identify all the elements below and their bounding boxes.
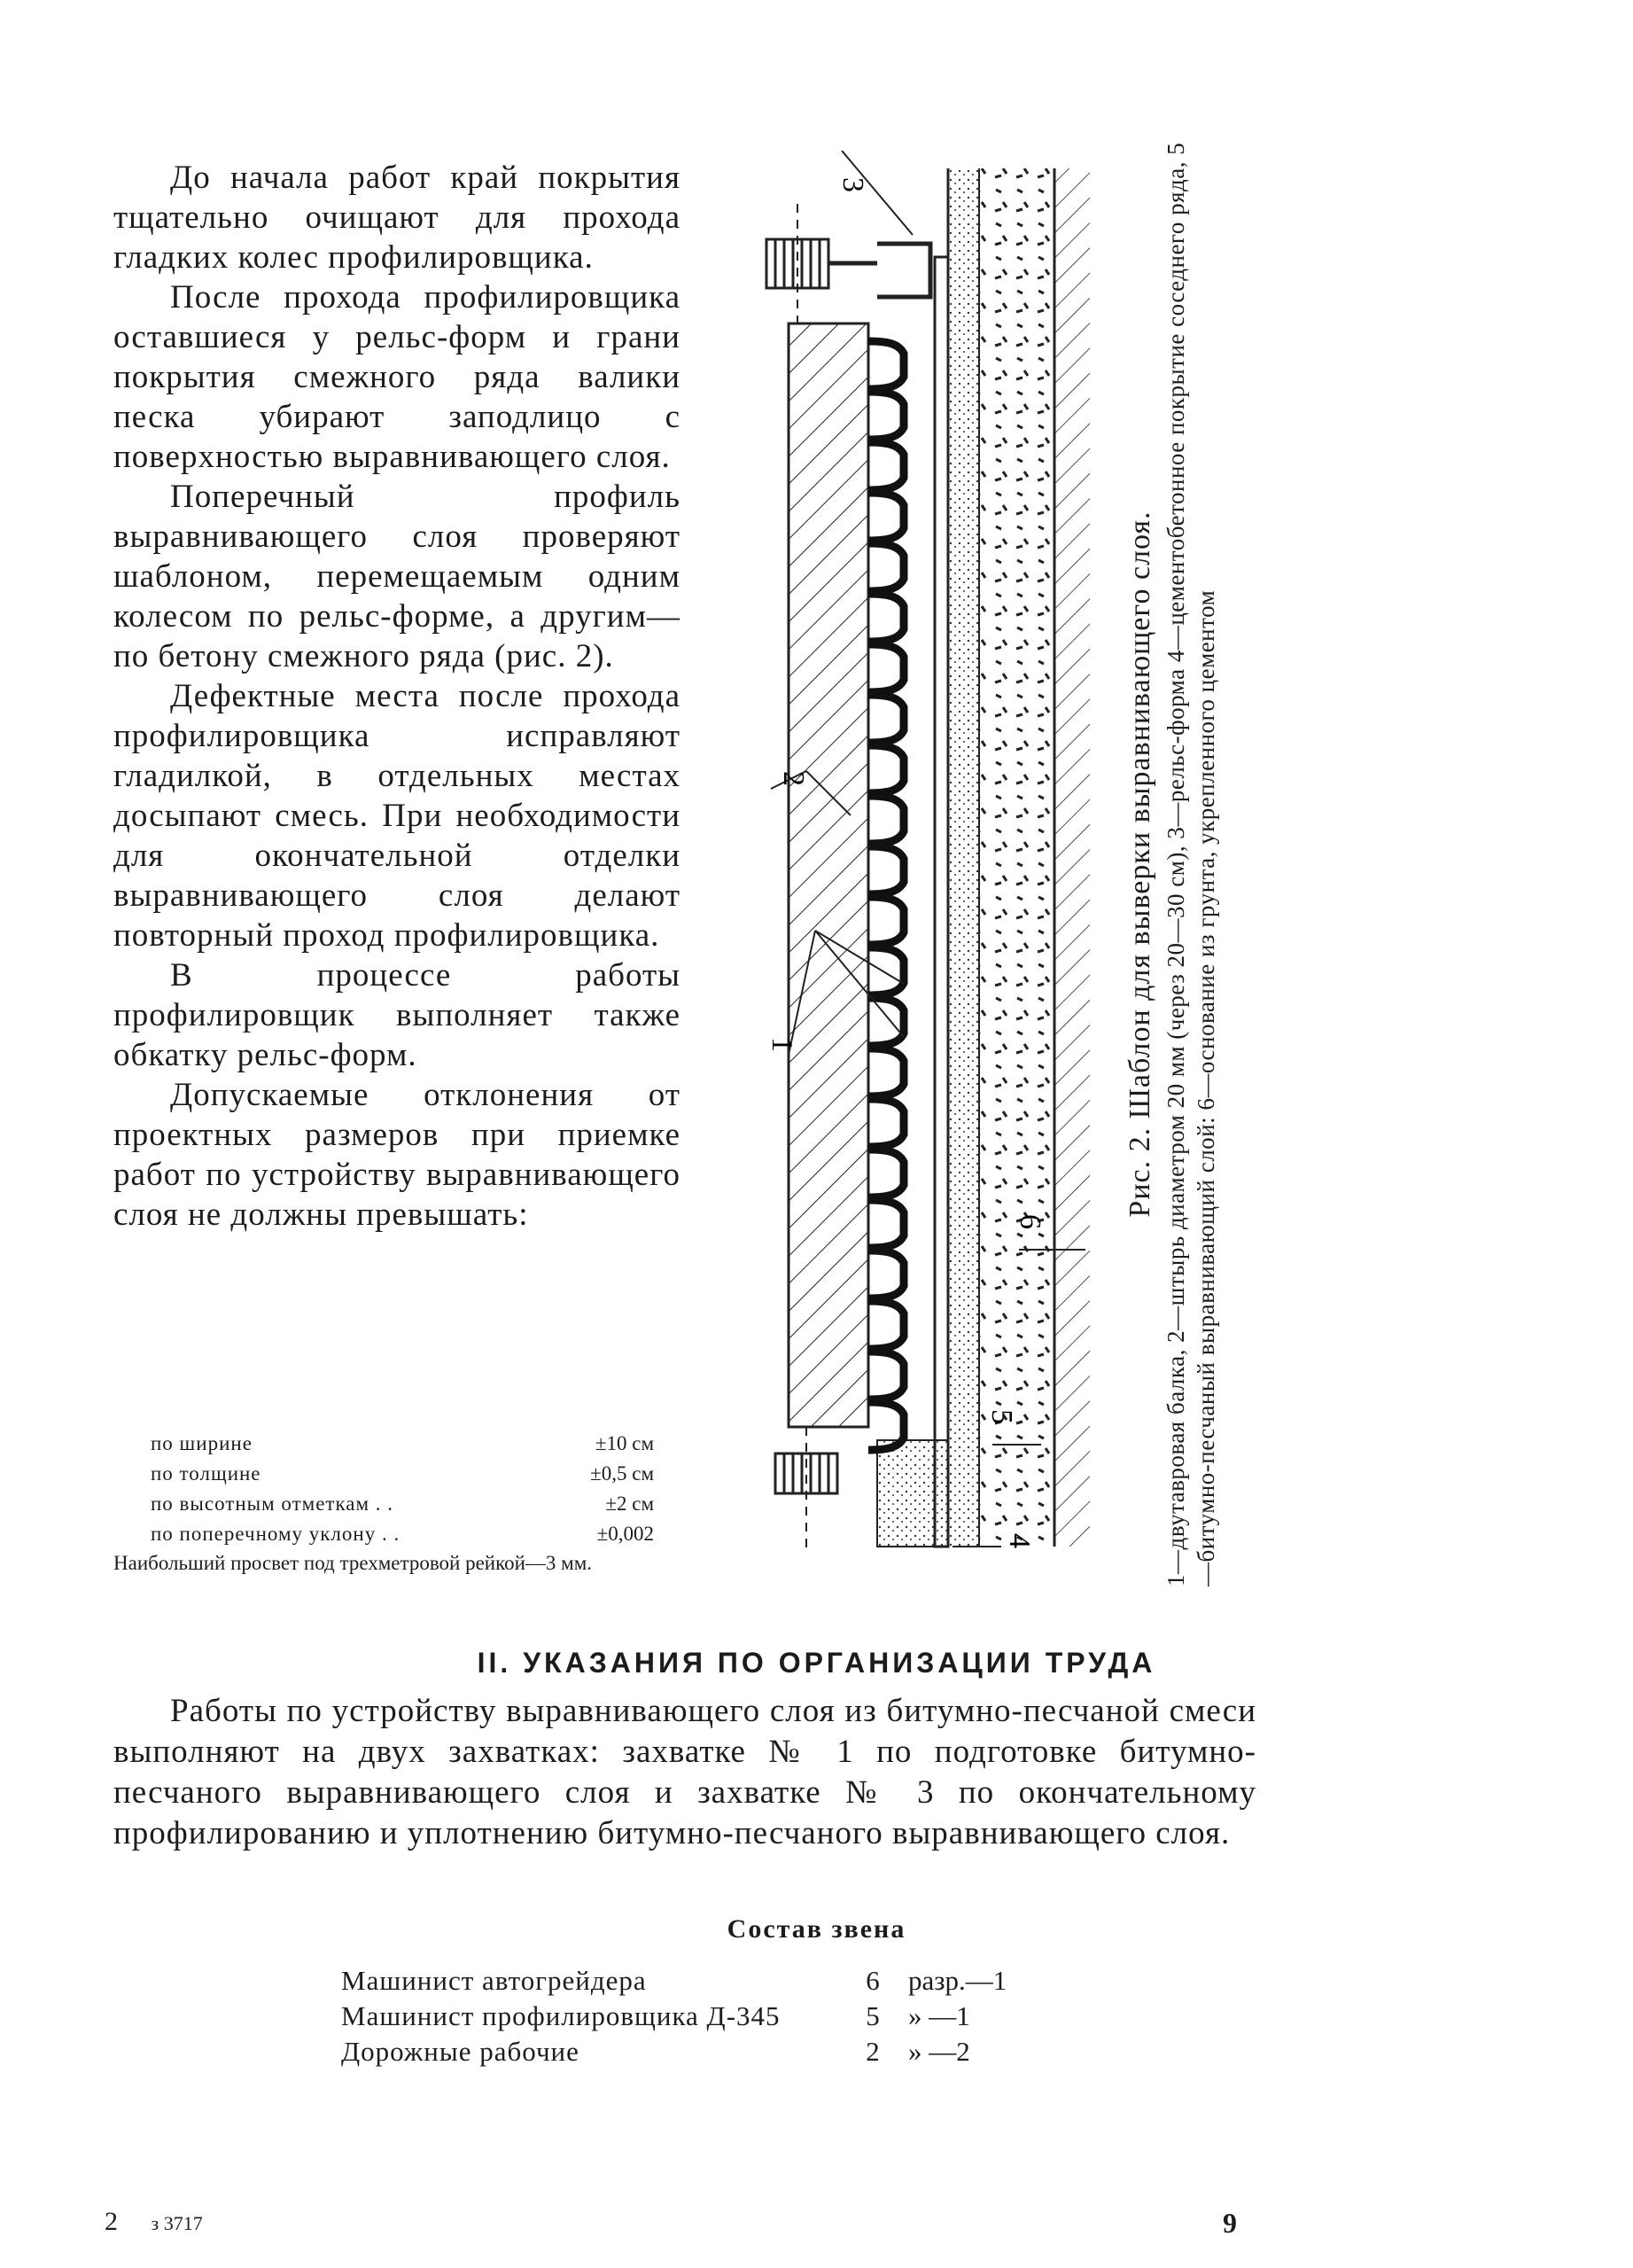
tolerance-label: по поперечному уклону . . <box>151 1523 400 1545</box>
pin <box>868 998 904 1046</box>
caption-title: Рис. 2. Шаблон для выверки выравнивающего слоя. <box>1124 510 1156 1218</box>
pin <box>868 442 904 490</box>
caption-text: 1—двутавровая балка, 2—штырь диаметром 20 мм (через 20—30 см), 3—рельс-форма 4—цементобетонное покрытие соседнего ряда, 5—битумно-песчаный выравнивающий слой: 6—основание из грунта, укрепленного цементом <box>1163 142 1219 1586</box>
ground-hatch <box>1054 168 1090 1547</box>
pin <box>868 543 904 591</box>
page-number: 9 <box>1223 2207 1237 2239</box>
paragraph: Допускаемые отклонения от проектных размеров при приемке работ по устройству выравнивающего слоя не должны превышать: <box>113 1077 680 1233</box>
tolerance-row <box>113 1459 680 1489</box>
tolerance-note: Наибольший просвет под трехметровой рейкой—3 мм. <box>113 1552 593 1574</box>
print-code: з 3717 <box>151 2212 203 2234</box>
tolerance-value: ±0,5 см <box>590 1462 654 1485</box>
crew-count: » —1 <box>908 2000 970 2031</box>
pin <box>868 1301 904 1349</box>
pin <box>868 392 904 440</box>
soil-cement-base <box>979 168 1054 1547</box>
pin <box>868 695 904 743</box>
tolerance-value: ±0,002 <box>596 1523 654 1545</box>
footer-signature <box>105 2207 203 2237</box>
label-2: 2 <box>777 771 810 786</box>
pin <box>868 947 904 995</box>
pin <box>868 1200 904 1248</box>
pin <box>868 846 904 894</box>
crew-count: разр.—1 <box>908 1965 1007 1996</box>
tolerance-list <box>113 1429 680 1576</box>
crew-row <box>341 1963 1032 1999</box>
figure-caption <box>1125 142 1258 1586</box>
tolerance-row <box>113 1429 680 1459</box>
tolerance-label: по ширине <box>151 1432 253 1454</box>
pin <box>868 644 904 692</box>
pin <box>868 1048 904 1096</box>
pin <box>868 594 904 642</box>
pin <box>868 1099 904 1147</box>
tolerance-value: ±10 см <box>595 1432 654 1454</box>
section-paragraph: Работы по устройству выравнивающего слоя из битумно-песчаной смеси выполняют на двух захватках: захватке № 1 по подготовке битумно-песчаного выравнивающего слоя и захватке № 3 по окончательному профилированию и уплотнению битумно-песчаного выравнивающего слоя. <box>113 1693 1256 1851</box>
signature-number: 2 <box>105 2207 118 2236</box>
tolerance-label: по высотным отметкам . . <box>151 1493 394 1515</box>
crew-table <box>341 1963 1032 2069</box>
tolerance-row <box>113 1489 680 1519</box>
paragraph: В процессе работы профилировщик выполняет также обкатку рельс-форм. <box>113 957 680 1073</box>
pin <box>868 796 904 844</box>
pin <box>868 745 904 793</box>
tolerance-value: ±2 см <box>605 1493 654 1515</box>
i-beam <box>789 323 868 1427</box>
tolerance-row <box>113 1519 680 1549</box>
tolerance-label: по толщине <box>151 1462 261 1485</box>
left-column <box>113 158 680 1235</box>
pin <box>868 1251 904 1298</box>
crew-role: Машинист автогрейдера <box>341 1965 647 1996</box>
section-heading: II. УКАЗАНИЯ ПО ОРГАНИЗАЦИИ ТРУДА <box>477 1647 1156 1679</box>
label-5: 5 <box>985 1409 1018 1424</box>
paragraph: Поперечный профиль выравнивающего слоя проверяют шаблоном, перемещаемым одним колесом по рельс-форме, а другим—по бетону смежного ряда (рис. 2). <box>113 479 680 674</box>
template-figure <box>735 151 1108 1582</box>
adjacent-concrete <box>877 1440 948 1547</box>
label-4: 4 <box>1003 1533 1036 1548</box>
paragraph: До начала работ край покрытия тщательно очищают для прохода гладких колес профилировщика. <box>113 160 680 276</box>
paragraph: Дефектные места после прохода профилировщика исправляют гладилкой, в отдельных местах досыпают смесь. При необходимости для окончательной отделки выравнивающего слоя делают повторный проход профилировщика. <box>113 678 680 954</box>
paragraph: После прохода профилировщика оставшиеся у рельс-форм и грани покрытия смежного ряда валики песка убирают заподлицо с поверхностью выравнивающего слоя. <box>113 279 680 475</box>
rail-form <box>935 257 948 1547</box>
crew-row <box>341 2034 1032 2069</box>
pin <box>868 493 904 541</box>
label-6: 6 <box>1014 1214 1046 1229</box>
crew-count: » —2 <box>908 2036 970 2067</box>
crew-row <box>341 1999 1032 2034</box>
crew-role: Машинист профилировщика Д-345 <box>341 2000 781 2031</box>
pin <box>868 1352 904 1399</box>
crew-grade: 6 <box>866 1965 880 1996</box>
pin <box>868 341 904 389</box>
pins-group <box>868 341 904 1450</box>
crew-heading: Состав звена <box>727 1914 906 1944</box>
label-3: 3 <box>836 177 869 192</box>
sand-bitumen-layer <box>948 168 979 1547</box>
pin <box>868 1150 904 1197</box>
crew-role: Дорожные рабочие <box>341 2036 579 2067</box>
crew-grade: 2 <box>866 2036 880 2067</box>
crew-grade: 5 <box>866 2000 880 2031</box>
label-1: 1 <box>766 1037 798 1052</box>
pin <box>868 897 904 945</box>
